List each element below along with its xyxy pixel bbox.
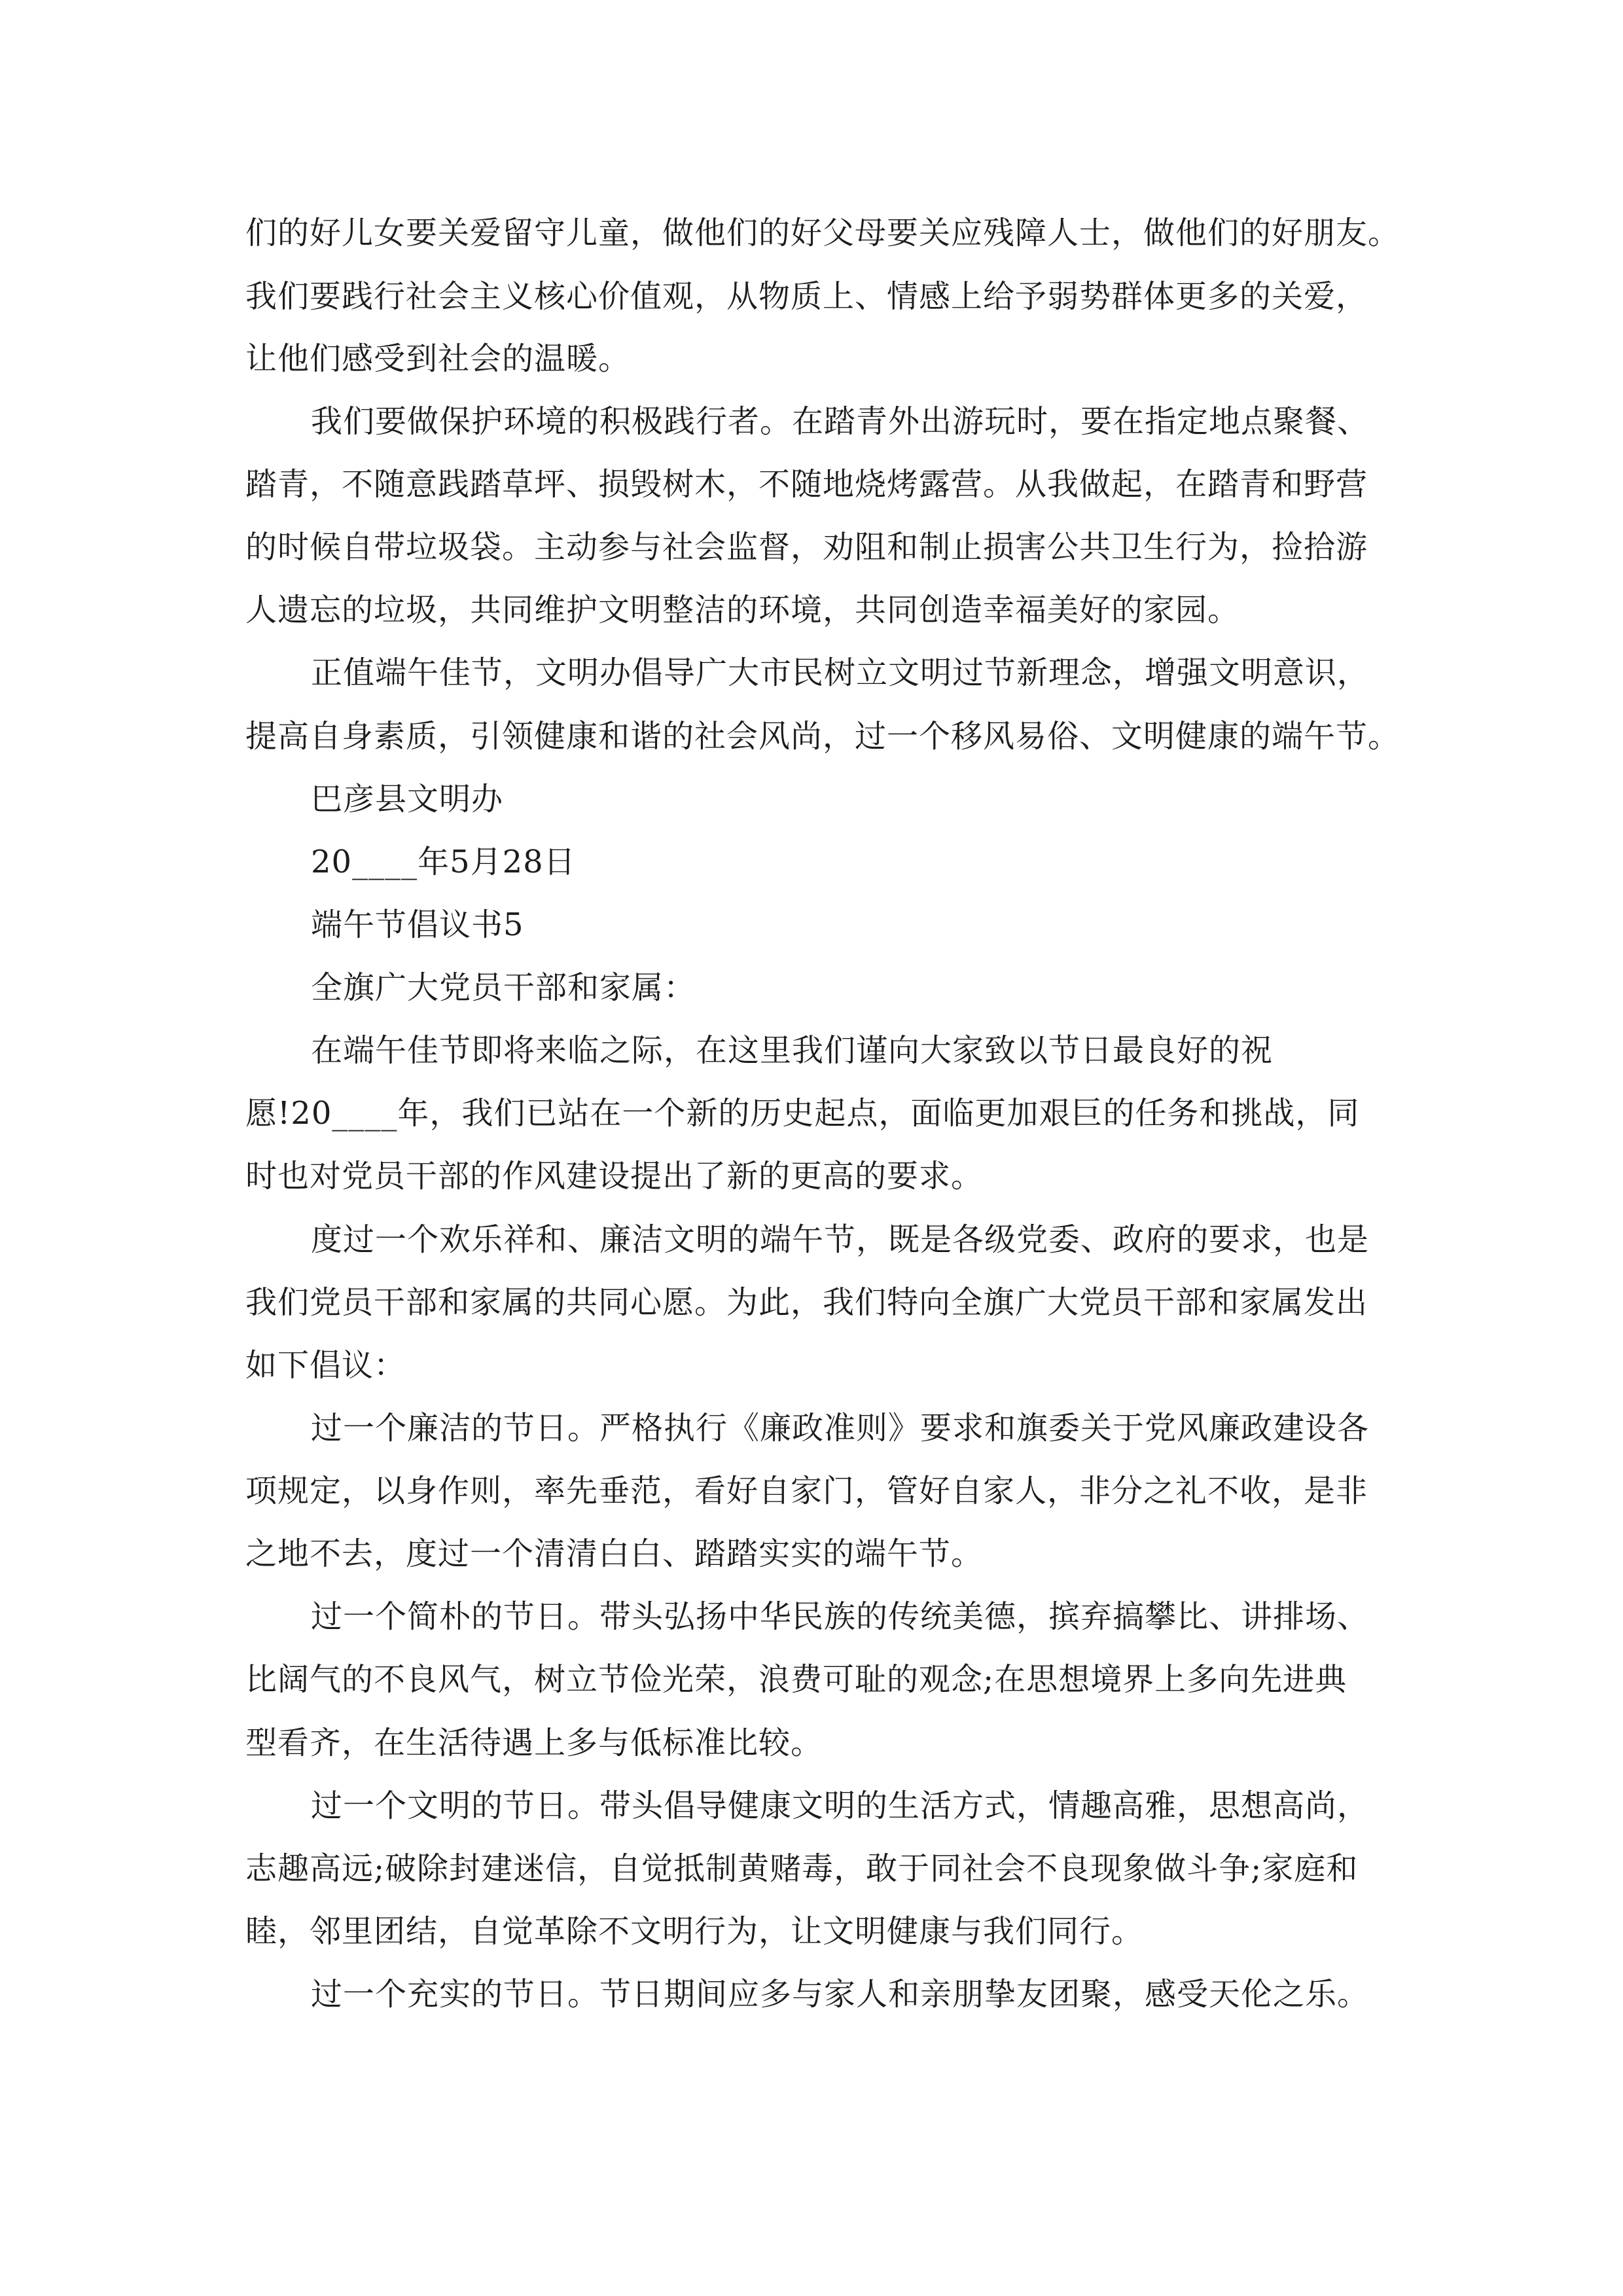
paragraph-line: 过一个充实的节日。节日期间应多与家人和亲朋挚友团聚，感受天伦之乐。 <box>311 1976 1370 2013</box>
paragraph-line: 正值端午佳节，文明办倡导广大市民树立文明过节新理念，增强文明意识， <box>311 655 1370 691</box>
date-line: 20____年5月28日 <box>311 844 576 880</box>
paragraph-line: 我们要践行社会主义核心价值观，从物质上、情感上给予弱势群体更多的关爱， <box>245 278 1368 315</box>
paragraph-line: 的时候自带垃圾袋。主动参与社会监督，劝阻和制止损害公共卫生行为，捡拾游 <box>245 529 1368 565</box>
paragraph-line: 我们党员干部和家属的共同心愿。为此，我们特向全旗广大党员干部和家属发出 <box>245 1284 1368 1321</box>
paragraph-line: 如下倡议： <box>245 1347 406 1384</box>
paragraph-line: 人遗忘的垃圾，共同维护文明整洁的环境，共同创造幸福美好的家园。 <box>245 592 1240 628</box>
paragraph-line: 项规定，以身作则，率先垂范，看好自家门，管好自家人，非分之礼不收，是非 <box>245 1473 1368 1509</box>
paragraph-line: 过一个廉洁的节日。严格执行《廉政准则》要求和旗委关于党风廉政建设各 <box>311 1410 1370 1446</box>
salutation-line: 全旗广大党员干部和家属： <box>311 969 696 1006</box>
paragraph-line: 愿!20____年，我们已站在一个新的历史起点，面临更加艰巨的任务和挑战，同 <box>245 1095 1360 1132</box>
section-title: 端午节倡议书5 <box>311 906 524 943</box>
signature-line: 巴彦县文明办 <box>311 781 504 817</box>
paragraph-line: 我们要做保护环境的积极践行者。在踏青外出游玩时，要在指定地点聚餐、 <box>311 403 1370 440</box>
paragraph-line: 过一个简朴的节日。带头弘扬中华民族的传统美德，摈弃搞攀比、讲排场、 <box>311 1598 1370 1635</box>
paragraph-line: 度过一个欢乐祥和、廉洁文明的端午节，既是各级党委、政府的要求，也是 <box>311 1221 1370 1258</box>
paragraph-line: 时也对党员干部的作风建设提出了新的更高的要求。 <box>245 1158 984 1194</box>
paragraph-line: 之地不去，度过一个清清白白、踏踏实实的端午节。 <box>245 1535 984 1572</box>
paragraph-line: 提高自身素质，引领健康和谐的社会风尚，过一个移风易俗、文明健康的端午节。 <box>245 718 1400 755</box>
paragraph-line: 型看齐，在生活待遇上多与低标准比较。 <box>245 1725 823 1761</box>
paragraph-line: 踏青，不随意践踏草坪、损毁树木，不随地烧烤露营。从我做起，在踏青和野营 <box>245 466 1368 503</box>
paragraph-line: 在端午佳节即将来临之际，在这里我们谨向大家致以节日最良好的祝 <box>311 1032 1274 1069</box>
paragraph-line: 睦，邻里团结，自觉革除不文明行为，让文明健康与我们同行。 <box>245 1913 1144 1950</box>
paragraph-line: 志趣高远;破除封建迷信，自觉抵制黄赌毒，敢于同社会不良现象做斗争;家庭和 <box>245 1850 1359 1887</box>
paragraph-line: 让他们感受到社会的温暖。 <box>245 340 631 377</box>
paragraph-line: 们的好儿女要关爱留守儿童，做他们的好父母要关应残障人士，做他们的好朋友。 <box>245 215 1400 251</box>
paragraph-line: 过一个文明的节日。带头倡导健康文明的生活方式，情趣高雅，思想高尚， <box>311 1787 1370 1824</box>
paragraph-line: 比阔气的不良风气，树立节俭光荣，浪费可耻的观念;在思想境界上多向先进典 <box>245 1661 1347 1698</box>
